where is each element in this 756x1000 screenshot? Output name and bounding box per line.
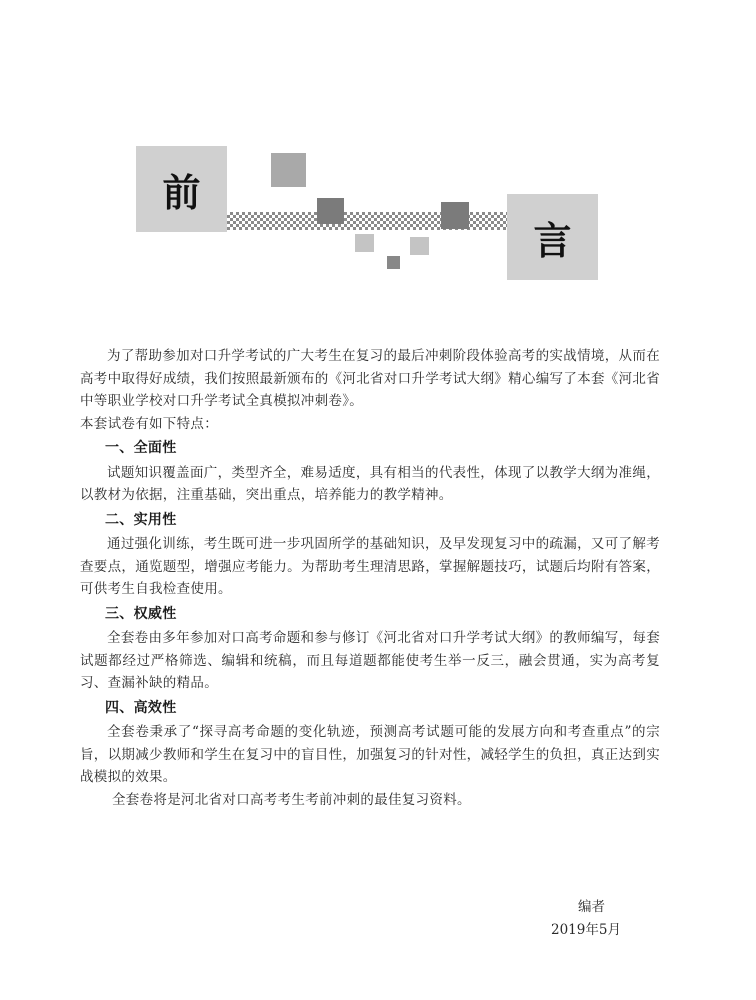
deco-square — [317, 198, 344, 224]
deco-square — [410, 237, 429, 255]
section-heading: 四、高效性 — [105, 699, 177, 716]
section-text: 全套卷秉承了“探寻高考命题的变化轨迹，预测高考试题可能的发展方向和考查重点”的宗旨，以期减少教师和学生在复习中的盲目性，加强复习的针对性，减轻学生的负担，真正达到实战模拟的效果。 — [80, 724, 660, 785]
section-heading: 二、实用性 — [105, 511, 177, 528]
title-decoration — [0, 0, 756, 300]
section-text: 试题知识覆盖面广，类型齐全，难易适度，具有相当的代表性，体现了以教学大纲为准绳，以教材为依据，注重基础，突出重点，培养能力的教学精神。 — [80, 464, 660, 503]
section-heading: 一、全面性 — [105, 440, 177, 456]
section-text: 通过强化训练，考生既可进一步巩固所学的基础知识，及早发现复习中的疏漏，又可了解考查要点，通览题型，增强应考能力。为帮助考生理清思路，掌握解题技巧，试题后均附有答案，可供考生自我检查使用。 — [80, 536, 660, 597]
features-lead: 本套试卷有如下特点： — [80, 415, 218, 432]
deco-square — [355, 234, 374, 252]
closing-paragraph: 全套卷将是河北省对口高考考生考前冲刺的最佳复习资料。 — [112, 791, 471, 808]
preface-body — [80, 345, 660, 811]
intro-paragraph: 为了帮助参加对口升学考试的广大考生在复习的最后冲刺阶段体验高考的实战情境，从而在高考中取得好成绩，我们按照最新颁布的《河北省对口升学考试大纲》精心编写了本套《河北省中等职业学校对口升学考试全真模拟冲刺卷》。 — [80, 348, 660, 409]
deco-square — [387, 256, 400, 269]
title-char-left: 前 — [136, 146, 227, 232]
section-heading: 三、权威性 — [105, 605, 177, 622]
section-text: 全套卷由多年参加对口高考命题和参与修订《河北省对口升学考试大纲》的教师编写，每套试题都经过严格筛选、编辑和统稿，而且每道题都能使考生举一反三，融会贯通，实为高考复习、查漏补缺的精品。 — [80, 630, 660, 691]
signature-editor: 编者 — [578, 899, 605, 915]
deco-square — [271, 153, 306, 187]
deco-square — [441, 202, 469, 229]
signature-date: 2019年5月 — [551, 922, 621, 938]
title-char-right: 言 — [507, 194, 598, 280]
